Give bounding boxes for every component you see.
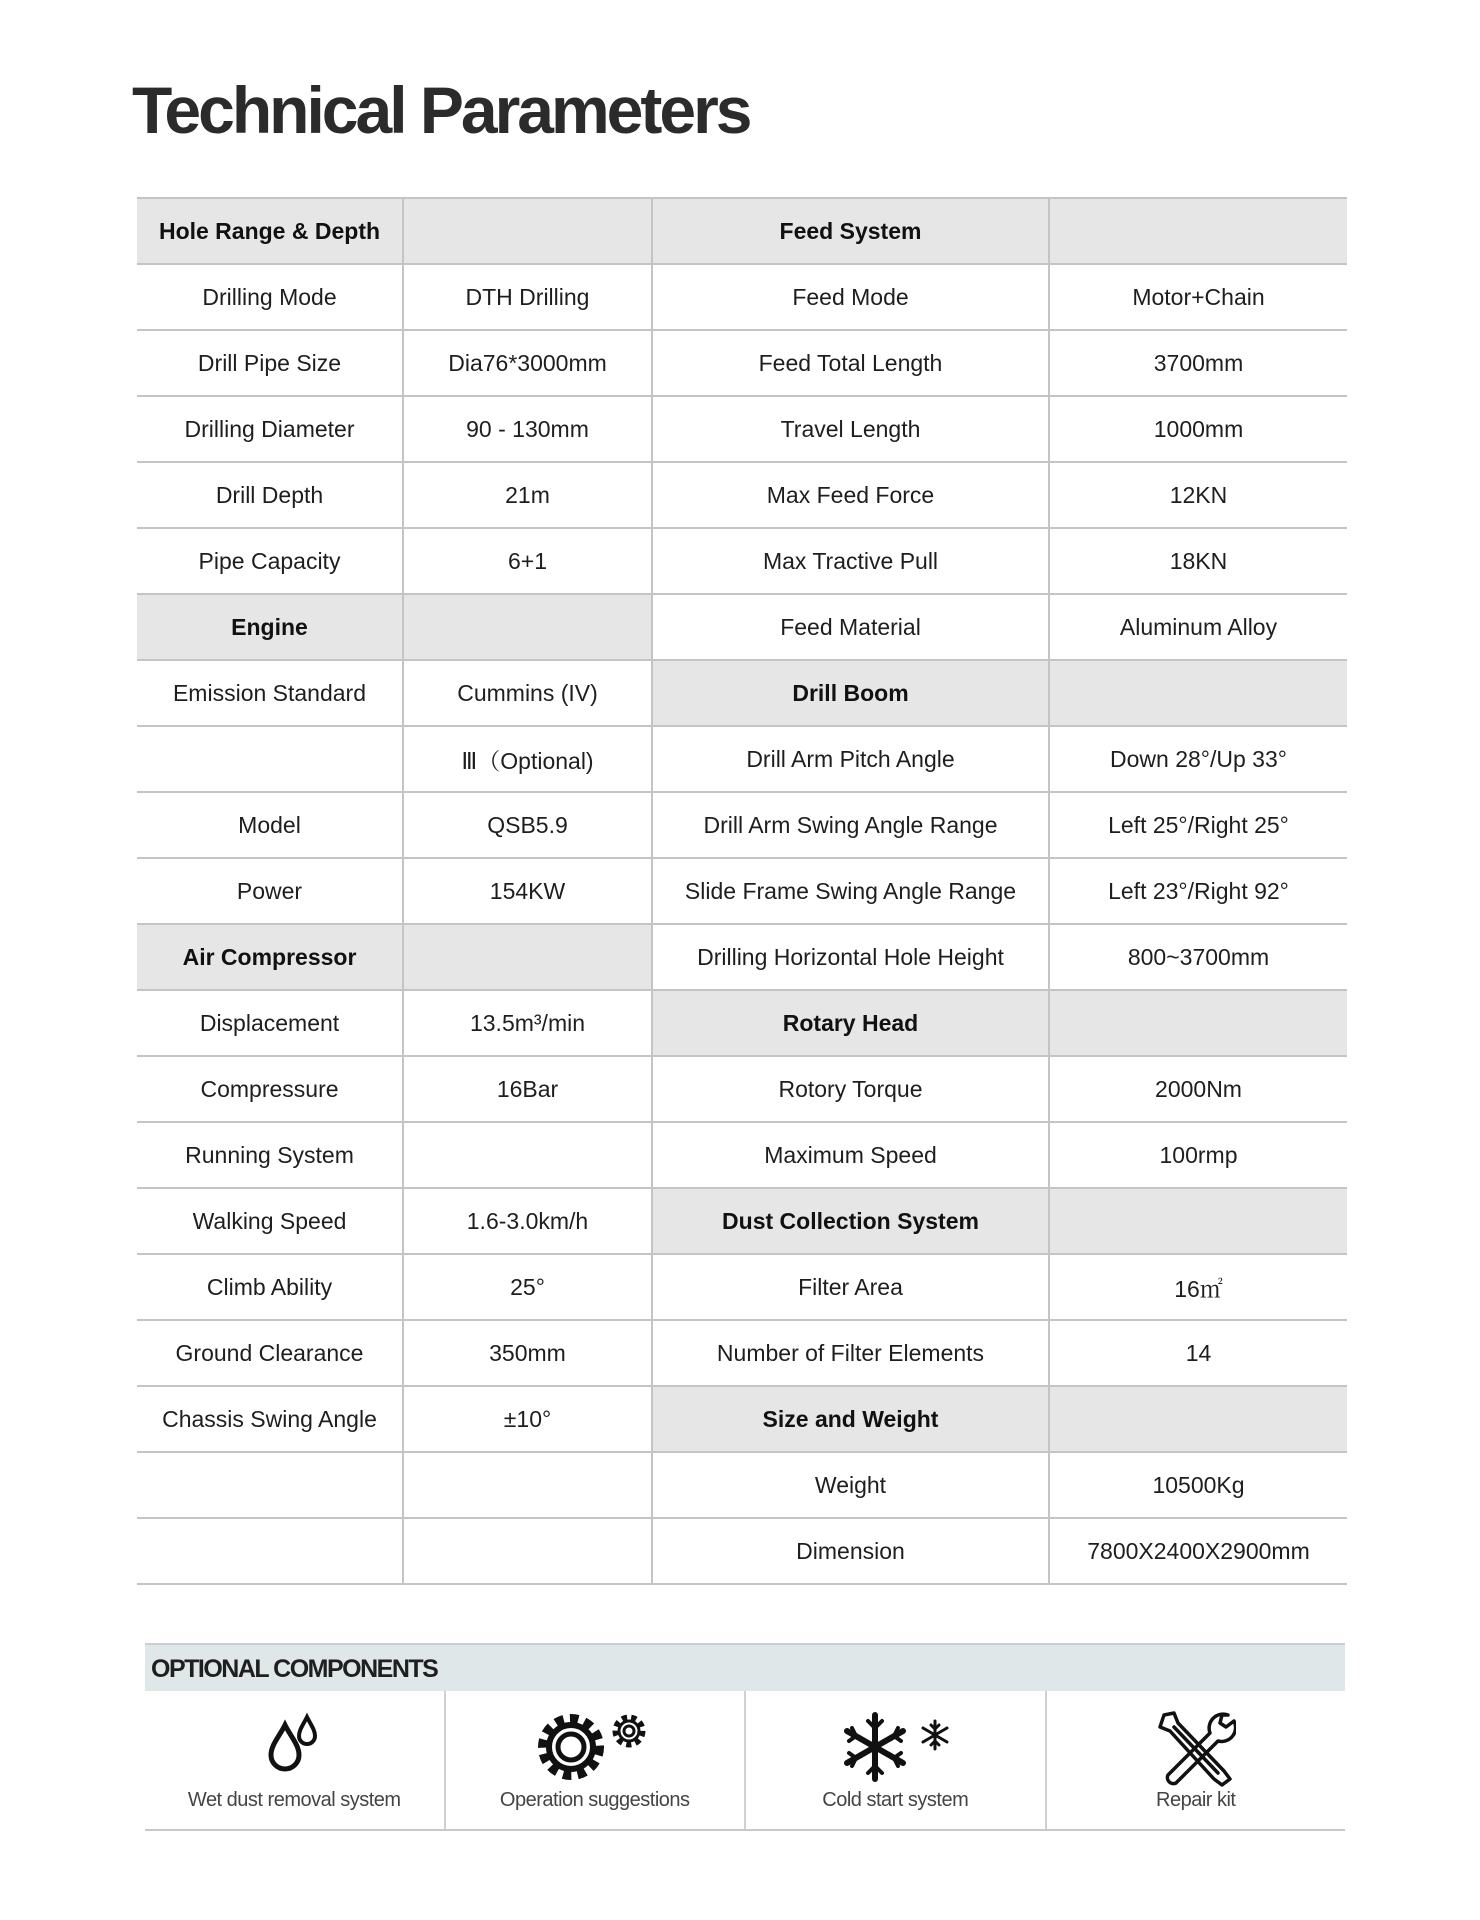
table-body [137,198,1347,1584]
table-cell: 350mm [403,1320,652,1386]
section-header-cell: Feed System [652,198,1049,264]
table-cell: Rotory Torque [652,1056,1049,1122]
table-cell: Pipe Capacity [137,528,403,594]
table-cell [137,726,403,792]
table-cell: Power [137,858,403,924]
table-cell: QSB5.9 [403,792,652,858]
table-row [137,198,1347,264]
option-cold-start-system [744,1691,1045,1829]
table-cell: 13.5m³/min [403,990,652,1056]
table-cell: Left 23°/Right 92° [1049,858,1347,924]
table-row [137,660,1347,726]
water-drops-icon [259,1709,329,1779]
table-cell: Drill Arm Pitch Angle [652,726,1049,792]
section-header-cell [403,594,652,660]
table-cell: Compressure [137,1056,403,1122]
table-cell: ±10° [403,1386,652,1452]
table-cell: 7800X2400X2900mm [1049,1518,1347,1584]
section-header-cell: Air Compressor [137,924,403,990]
table-cell: Left 25°/Right 25° [1049,792,1347,858]
table-cell [137,1452,403,1518]
table-row [137,1122,1347,1188]
page-title: Technical Parameters [132,73,750,147]
table-cell: Feed Total Length [652,330,1049,396]
table-cell: Filter Area [652,1254,1049,1320]
table-cell: Walking Speed [137,1188,403,1254]
table-cell: Displacement [137,990,403,1056]
table-cell [403,1452,652,1518]
section-header-cell [1049,990,1347,1056]
table-cell: Max Tractive Pull [652,528,1049,594]
section-header-cell: Dust Collection System [652,1188,1049,1254]
table-row [137,528,1347,594]
table-row [137,924,1347,990]
table-cell: Feed Mode [652,264,1049,330]
table-cell: Weight [652,1452,1049,1518]
optional-components-row [145,1691,1345,1831]
table-row [137,1254,1347,1320]
table-cell: Travel Length [652,396,1049,462]
table-row [137,1320,1347,1386]
table-row [137,462,1347,528]
table-cell [403,1518,652,1584]
table-cell: 154KW [403,858,652,924]
table-cell: Ground Clearance [137,1320,403,1386]
section-header-cell [403,198,652,264]
table-row [137,990,1347,1056]
gears-icon [535,1709,655,1785]
section-header-cell: Hole Range & Depth [137,198,403,264]
table-cell: 10500Kg [1049,1452,1347,1518]
table-cell: 12KN [1049,462,1347,528]
section-header-cell [403,924,652,990]
wrench-screwdriver-icon [1156,1709,1236,1789]
table-cell: Number of Filter Elements [652,1320,1049,1386]
technical-parameters-table [137,197,1347,1585]
table-cell: 16Bar [403,1056,652,1122]
section-header-cell [1049,1386,1347,1452]
table-row [137,858,1347,924]
option-operation-suggestions [444,1691,745,1829]
section-header-cell [1049,1188,1347,1254]
table-row [137,792,1347,858]
table-cell: Chassis Swing Angle [137,1386,403,1452]
table-cell: Max Feed Force [652,462,1049,528]
table-cell: 3700mm [1049,330,1347,396]
optional-components-header: OPTIONAL COMPONENTS [145,1643,1345,1691]
option-wet-dust-removal [145,1691,444,1829]
table-row [137,396,1347,462]
table-cell: 6+1 [403,528,652,594]
option-label: Cold start system [822,1789,969,1811]
table-cell: Emission Standard [137,660,403,726]
option-label: Wet dust removal system [187,1789,401,1811]
optional-components [145,1643,1345,1831]
table-cell [137,1518,403,1584]
table-cell: Climb Ability [137,1254,403,1320]
table-row [137,594,1347,660]
table-cell: Dimension [652,1518,1049,1584]
table-cell: 100rmp [1049,1122,1347,1188]
table-row [137,1452,1347,1518]
table-cell: DTH Drilling [403,264,652,330]
table-row [137,330,1347,396]
table-cell: Feed Material [652,594,1049,660]
table-row [137,1518,1347,1584]
table-row [137,264,1347,330]
table-cell: Drilling Diameter [137,396,403,462]
section-header-cell [1049,198,1347,264]
table-cell: Dia76*3000mm [403,330,652,396]
table-cell: 1000mm [1049,396,1347,462]
option-repair-kit [1045,1691,1346,1829]
snowflake-icon [837,1709,953,1785]
table-row [137,1386,1347,1452]
table-cell: 2000Nm [1049,1056,1347,1122]
table-cell: 25° [403,1254,652,1320]
table-cell: Down 28°/Up 33° [1049,726,1347,792]
table-cell: Drill Depth [137,462,403,528]
section-header-cell: Drill Boom [652,660,1049,726]
option-label: Repair kit [1156,1789,1236,1811]
section-header-cell: Rotary Head [652,990,1049,1056]
table-cell: Drilling Horizontal Hole Height [652,924,1049,990]
section-header-cell: Engine [137,594,403,660]
table-cell: 90 - 130mm [403,396,652,462]
table-cell: Maximum Speed [652,1122,1049,1188]
table-cell: Running System [137,1122,403,1188]
table-cell: Drill Arm Swing Angle Range [652,792,1049,858]
table-cell: 18KN [1049,528,1347,594]
option-label: Operation suggestions [499,1789,690,1811]
table-cell: Drill Pipe Size [137,330,403,396]
table-cell: 14 [1049,1320,1347,1386]
table-row [137,1188,1347,1254]
table-cell: Drilling Mode [137,264,403,330]
table-cell: Ⅲ（Optional) [403,726,652,792]
section-header-cell: Size and Weight [652,1386,1049,1452]
table-cell: 800~3700mm [1049,924,1347,990]
table-cell [403,1122,652,1188]
section-header-cell [1049,660,1347,726]
table-cell: Aluminum Alloy [1049,594,1347,660]
table-row [137,726,1347,792]
table-cell: 21m [403,462,652,528]
table-cell: Cummins (IV) [403,660,652,726]
table-row [137,1056,1347,1122]
table-cell: 16㎡ [1049,1254,1347,1320]
table-cell: Slide Frame Swing Angle Range [652,858,1049,924]
table-cell: Model [137,792,403,858]
table-cell: 1.6-3.0km/h [403,1188,652,1254]
table-cell: Motor+Chain [1049,264,1347,330]
